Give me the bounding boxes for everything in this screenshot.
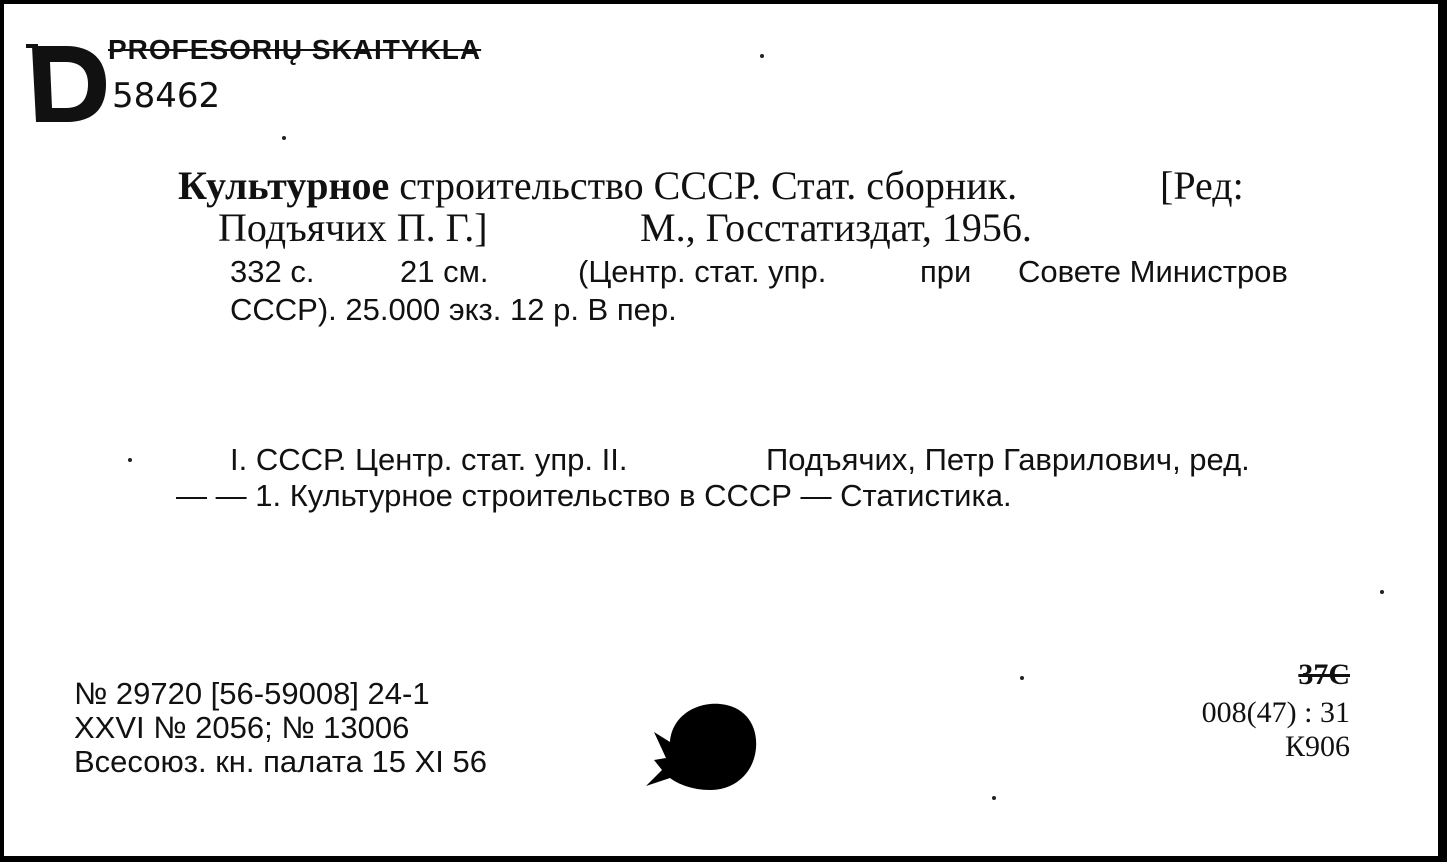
card-size: 21 см. bbox=[400, 254, 489, 289]
speck bbox=[282, 136, 286, 140]
library-stamp-letter-d bbox=[26, 36, 106, 126]
title-line bbox=[178, 162, 1017, 209]
editor-bracket-open: [Ред: bbox=[1160, 163, 1244, 208]
library-stamp-name: PROFESORIŲ SKAITYKLA bbox=[108, 34, 482, 65]
inventory-number: 58462 bbox=[112, 76, 221, 116]
speck bbox=[128, 458, 132, 462]
ink-blot bbox=[640, 702, 758, 792]
author-mark: К906 bbox=[1284, 730, 1350, 763]
org-part-a: (Центр. стат. упр. bbox=[578, 254, 827, 289]
publisher-imprint: М., Госстатиздат, 1956. bbox=[640, 205, 1032, 250]
speck bbox=[1020, 676, 1024, 680]
title-lead-word: Культурное bbox=[178, 163, 390, 208]
tracing-line-2: — — 1. Культурное строительство в СССР — Статистика. bbox=[176, 478, 1012, 513]
struck-class-number: 37С bbox=[1298, 658, 1350, 691]
speck bbox=[1380, 590, 1384, 594]
page-count: 332 с. bbox=[230, 254, 315, 289]
description-line: СССР). 25.000 экз. 12 р. В пер. bbox=[230, 292, 677, 327]
speck bbox=[760, 54, 764, 58]
catalog-card bbox=[4, 4, 1438, 856]
classification-code: 008(47) : 31 bbox=[1201, 696, 1350, 729]
title-rest: строительство СССР. Стат. сборник. bbox=[399, 163, 1018, 208]
tracing-line-1b: Подъячих, Петр Гаврилович, ред. bbox=[766, 442, 1250, 477]
editor-name: Подъячих П. Г.] bbox=[218, 205, 488, 250]
tracing-line-1a: I. СССР. Центр. стат. упр. II. bbox=[230, 442, 628, 477]
footer-line-1: № 29720 [56-59008] 24-1 bbox=[74, 676, 430, 711]
footer-line-2: XXVI № 2056; № 13006 bbox=[74, 710, 410, 745]
footer-line-3: Всесоюз. кн. палата 15 XI 56 bbox=[74, 744, 487, 779]
speck bbox=[992, 796, 996, 800]
org-part-c: Совете Министров bbox=[1018, 254, 1288, 289]
org-part-b: при bbox=[920, 254, 972, 289]
